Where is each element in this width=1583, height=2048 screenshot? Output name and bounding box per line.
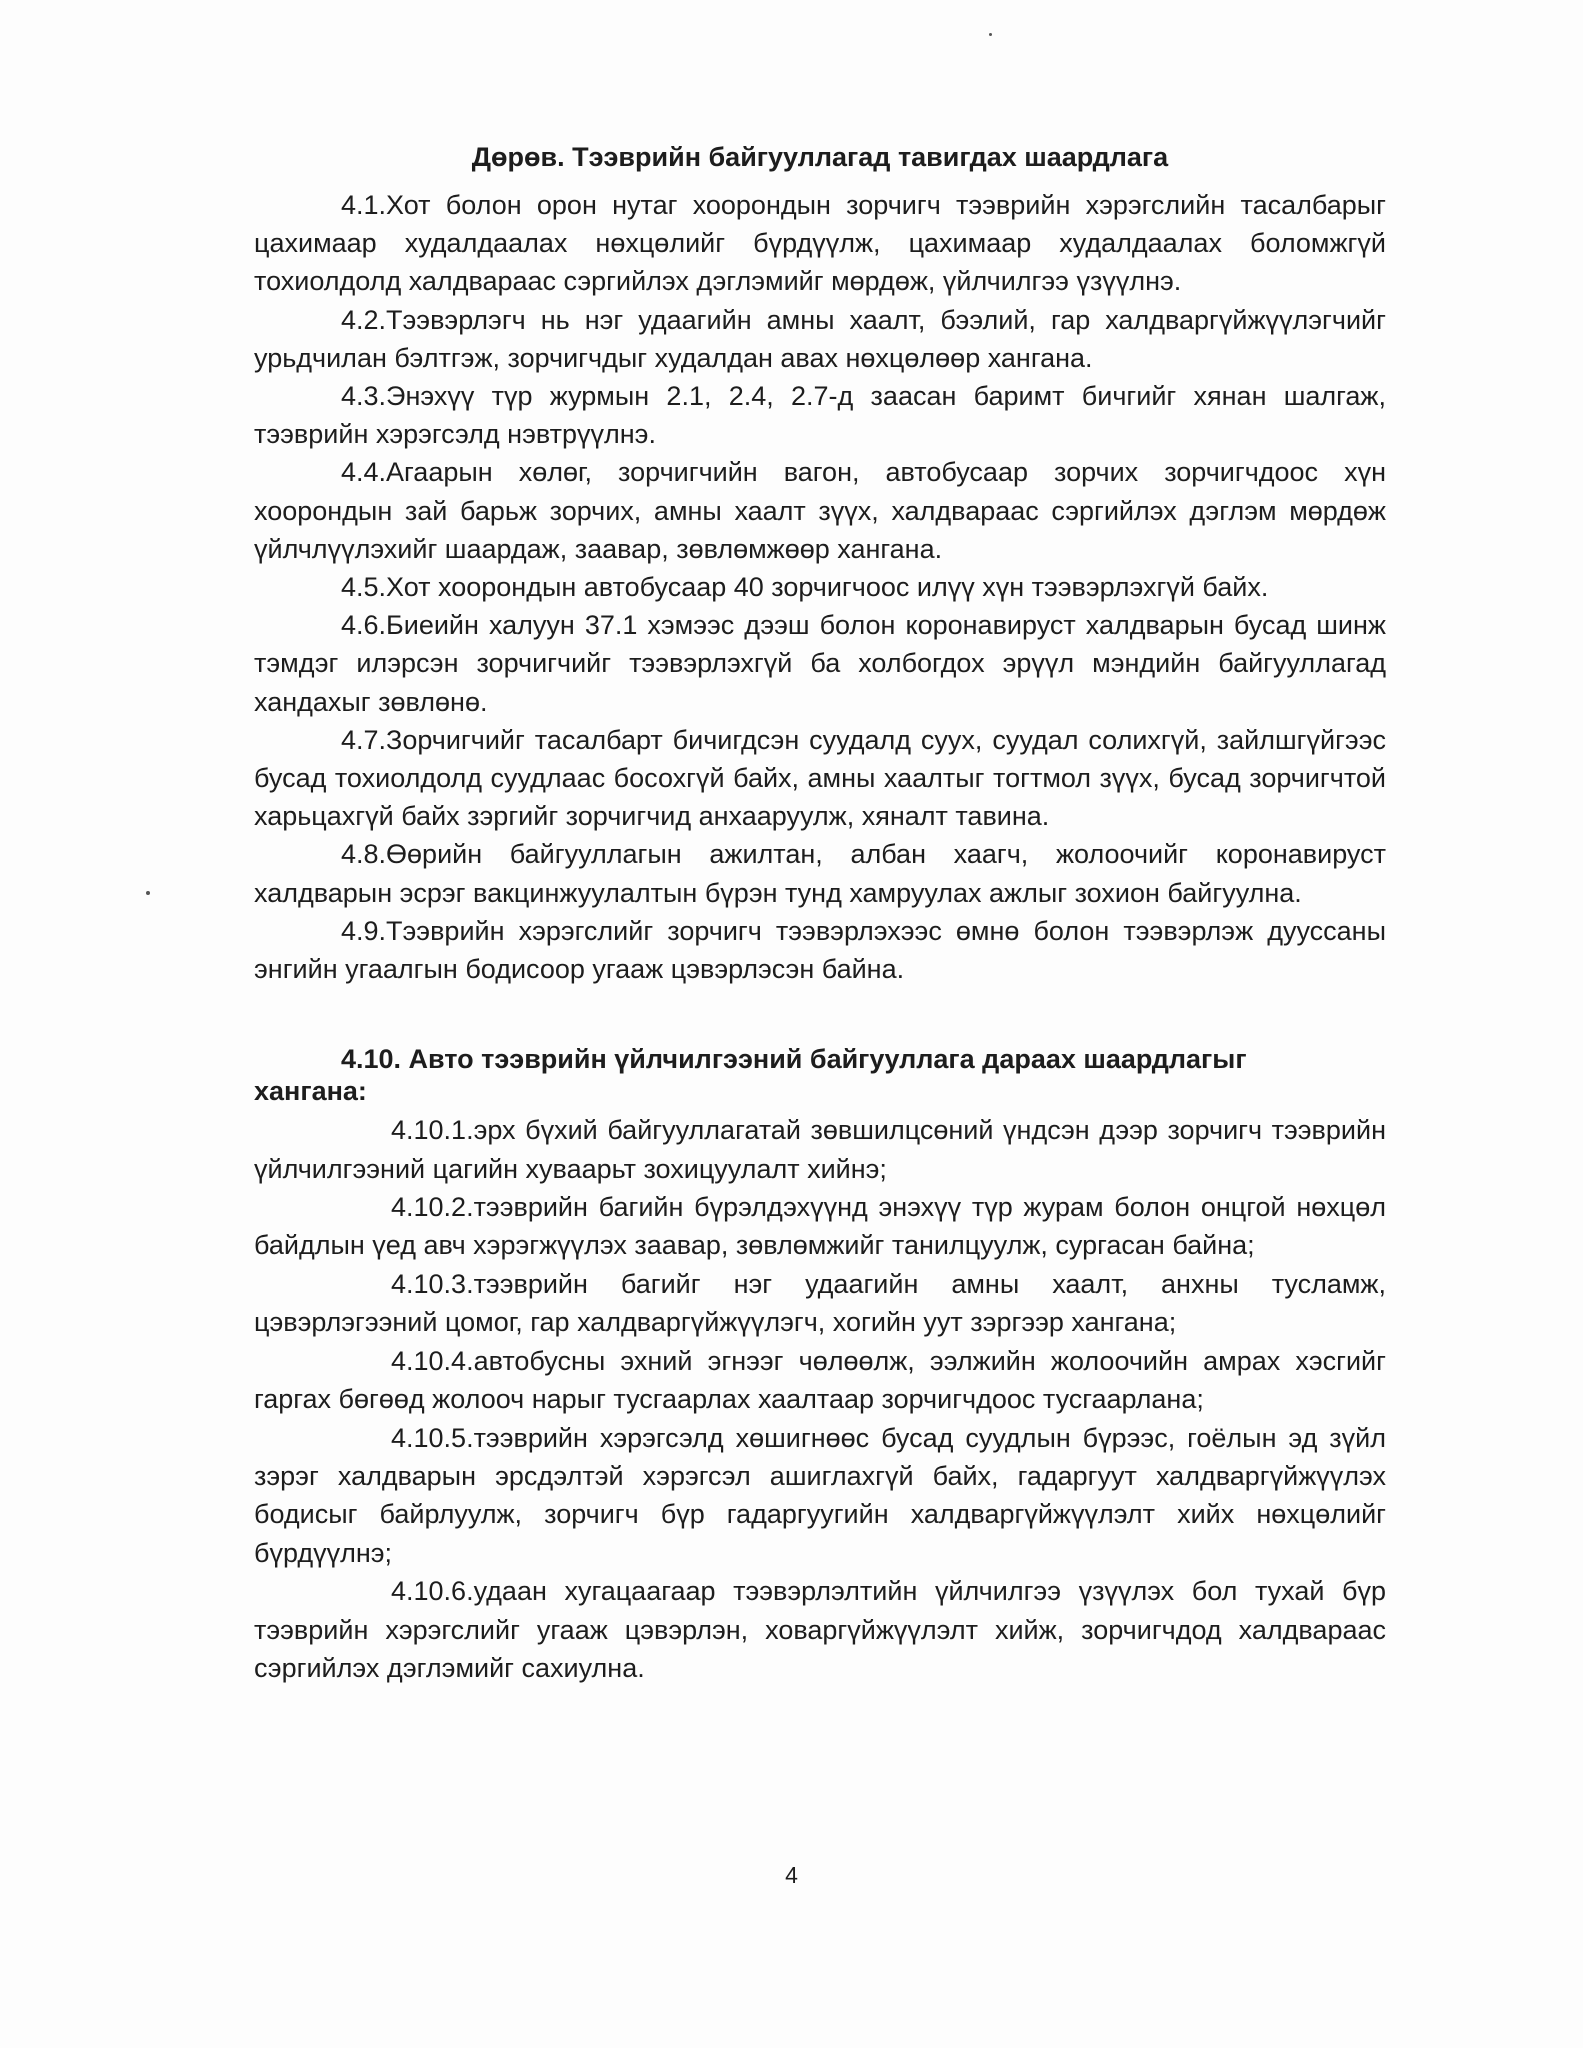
subitem-4-10-6: 4.10.6.удаан хугацаагаар тээвэрлэлтийн үйлчилгээ үзүүлэх бол тухай бүр тээврийн хэрэгслийг угааж цэвэрлэн, ховаргүйжүүлэлт хийж, зорчигчдод халдвараас сэргийлэх дэглэмийг сахиулна.: [254, 1576, 1386, 1683]
subitem-4-10-5: 4.10.5.тээврийн хэрэгсэлд хөшигнөөс бусад суудлын бүрээс, гоёлын эд зүйл зэрэг халдварын эрсдэлтэй хэрэгсэл ашиглахгүй байх, гадаргуут халдваргүйжүүлэх бодисыг байрлуулж, зорчигч бүр гадаргуугийн халдваргүйжүүлэлт хийх нөхцөлийг бүрдүүлнэ;: [254, 1422, 1386, 1568]
paragraph-4-3: 4.3.Энэхүү түр журмын 2.1, 2.4, 2.7-д заасан баримт бичгийг хянан шалгаж, тээврийн хэрэгсэлд нэвтрүүлнэ.: [254, 381, 1386, 450]
subitem-4-10-4: 4.10.4.автобусны эхний эгнээг чөлөөлж, ээлжийн жолоочийн амрах хэсгийг гаргах бөгөөд жолооч нарыг тусгаарлах хаалтаар зорчигчдоос тусгаарлана;: [254, 1345, 1386, 1415]
subsection-title-4-10: 4.10. Авто тээврийн үйлчилгээний байгууллага дараах шаардлагыг хангана:: [254, 1044, 1247, 1107]
scan-speck: [989, 33, 992, 36]
paragraph-4-7: 4.7.Зорчигчийг тасалбарт бичигдсэн суудалд суух, суудал солихгүй, зайлшгүйгээс бусад тохиолдолд суудлаас босохгүй байх, амны хаалтыг тогтмол зүүх, бусад зорчигчтой харьцахгүй байх зэргийг зорчигчид анхааруулж, хяналт тавина.: [254, 724, 1386, 832]
subitem-4-10-2: 4.10.2.тээврийн багийн бүрэлдэхүүнд энэхүү түр журам болон онцгой нөхцөл байдлын үед авч хэрэгжүүлэх заавар, зөвлөмжийг танилцуулж, сургасан байна;: [254, 1192, 1386, 1261]
paragraph-4-8: 4.8.Өөрийн байгууллагын ажилтан, албан хаагч, жолоочийг коронавируст халдварын эсрэг вакцинжуулалтын бүрэн тунд хамруулах ажлыг зохион байгуулна.: [254, 839, 1386, 908]
paragraph-4-6: 4.6.Биеийн халуун 37.1 хэмээс дээш болон коронавируст халдварын бусад шинж тэмдэг илэрсэн зорчигчийг тээвэрлэхгүй ба холбогдох эрүүл мэндийн байгууллагад хандахыг зөвлөнө.: [254, 610, 1386, 717]
paragraph-4-1: 4.1.Хот болон орон нутаг хоорондын зорчигч тээврийн хэрэгслийн тасалбарыг цахимаар худалдаалах нөхцөлийг бүрдүүлж, цахимаар худалдаалах боломжгүй тохиолдолд халдвараас сэргийлэх дэглэмийг мөрдөж, үйлчилгээ үзүүлнэ.: [254, 190, 1386, 297]
document-body: [254, 138, 1386, 1687]
paragraph-4-9: 4.9.Тээврийн хэрэгслийг зорчигч тээвэрлэхээс өмнө болон тээвэрлэж дууссаны энгийн угаалгын бодисоор угааж цэвэрлэсэн байна.: [254, 915, 1386, 985]
page-number: 4: [785, 1862, 798, 1888]
paragraph-4-5: 4.5.Хот хоорондын автобусаар 40 зорчигчоос илүү хүн тээвэрлэхгүй байх.: [341, 572, 1269, 603]
paragraph-4-2: 4.2.Тээвэрлэгч нь нэг удаагийн амны хаалт, бээлий, гар халдваргүйжүүлэгчийг урьдчилан бэлтгэж, зорчигчдыг худалдан авах нөхцөлөөр хангана.: [254, 304, 1386, 373]
scan-speck: [146, 891, 150, 895]
subitem-4-10-1: 4.10.1.эрх бүхий байгууллагатай зөвшилцсөний үндсэн дээр зорчигч тээврийн үйлчилгээний цагийн хуваарьт зохицуулалт хийнэ;: [254, 1115, 1386, 1184]
paragraph-4-4: 4.4.Агаарын хөлөг, зорчигчийн вагон, автобусаар зорчих зорчигчдоос хүн хоорондын зай барьж зорчих, амны хаалт зүүх, халдвараас сэргийлэх дэглэм мөрдөж үйлчлүүлэхийг шаардаж, заавар, зөвлөмжөөр хангана.: [254, 457, 1386, 564]
subitem-4-10-3: 4.10.3.тээврийн багийг нэг удаагийн амны хаалт, анхны тусламж, цэвэрлэгээний цомог, гар халдваргүйжүүлэгч, хогийн уут зэргээр хангана;: [254, 1268, 1386, 1338]
section-heading: Дөрөв. Тээврийн байгууллагад тавигдах шаардлага: [471, 142, 1169, 172]
